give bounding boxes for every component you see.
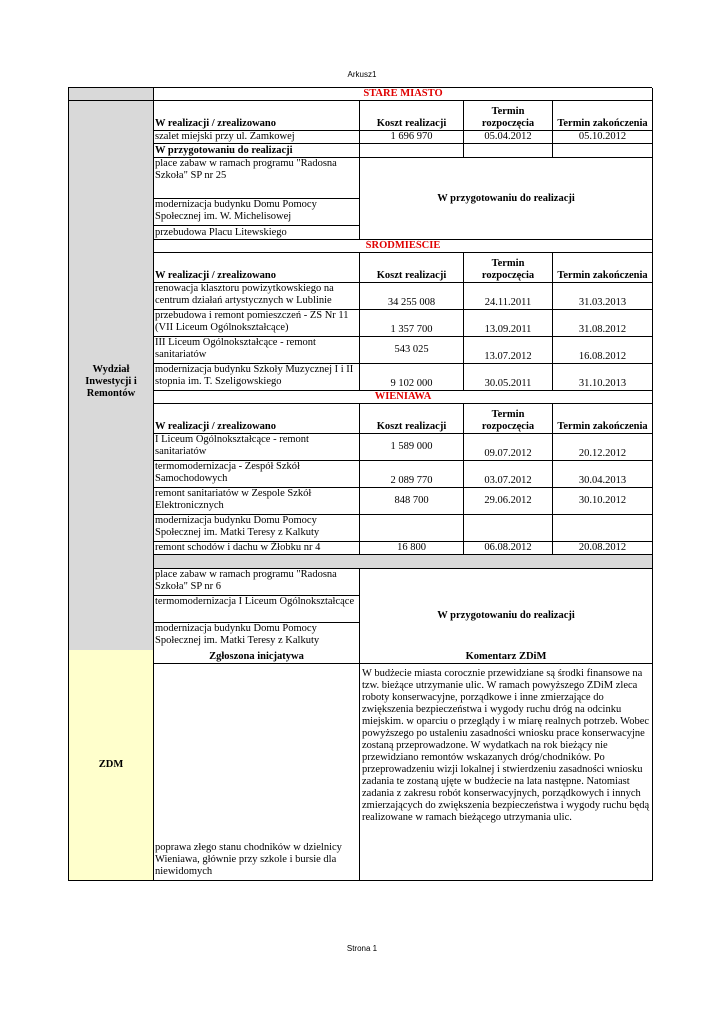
- comment-header: Komentarz ZDiM: [360, 650, 653, 664]
- project-cost: [360, 515, 464, 542]
- col-header-cost: Koszt realizacji: [360, 101, 464, 131]
- project-name: I Liceum Ogólnokształcące - remont sanitariatów: [154, 434, 360, 461]
- project-name: III Liceum Ogólnokształcące - remont sanitariatów: [154, 337, 360, 364]
- project-name: przebudowa i remont pomieszczeń - ZS Nr 11 (VII Liceum Ogólnokształcące): [154, 310, 360, 337]
- project-end: 31.08.2012: [553, 310, 653, 337]
- project-name: modernizacja budynku Szkoły Muzycznej I i II stopnia im. T. Szeligowskiego: [154, 364, 360, 391]
- initiative-header: Zgłoszona inicjatywa: [154, 650, 360, 664]
- project-start: 06.08.2012: [464, 542, 553, 555]
- col-header-start: Termin rozpoczęcia: [464, 253, 553, 283]
- prep-item: modernizacja budynku Domu Pomocy Społecznej im. Matki Teresy z Kalkuty: [154, 623, 360, 664]
- col-header-end: Termin zakończenia: [553, 404, 653, 434]
- project-start: 09.07.2012: [464, 434, 553, 461]
- prep-status: W przygotowaniu do realizacji: [360, 158, 653, 240]
- project-cost: 1 357 700: [360, 310, 464, 337]
- empty-cell: [464, 144, 553, 158]
- comment-text: W budżecie miasta corocznie przewidziane są środki finansowe na tzw. bieżące utrzymanie ulic. W ramach powyższego ZDiM zleca roboty konserwacyjne, porządkowe i inne zmierzające do zwiększenia bezpieczeństwa i wygody ruchu dróg na odcinku miejskim. w oparciu o przeglądy i w miarę realnych potrzeb. Wobec powyższego po ustaleniu zasadności wniosku prace konserwacyjne zostaną przeprowadzone. W wydatkach na rok bieżący nie przewidziano remontów wskazanych dróg/chodników. Po przeprowadzeniu wizji lokalnej i stwierdzeniu zasadności wniosku zadania te zostaną ujęte w budżecie na lata następne. Natomiast zadania z zakresu robót konserwacyjnych, porządkowych i innych zmierzających do zwiększenia bezpieczeństwa i wygody ruchu będą realizowane w ramach bieżącego utrzymania ulic.: [360, 664, 653, 881]
- project-start: 05.04.2012: [464, 131, 553, 144]
- project-name: termomodernizacja - Zespół Szkół Samochodowych: [154, 461, 360, 488]
- prep-item: modernizacja budynku Domu Pomocy Społecznej im. W. Michelisowej: [154, 199, 360, 226]
- project-end: 20.12.2012: [553, 434, 653, 461]
- prep-item: place zabaw w ramach programu "Radosna Szkoła" SP nr 25: [154, 158, 360, 199]
- project-end: 20.08.2012: [553, 542, 653, 555]
- section-stare-miasto: STARE MIASTO: [154, 88, 653, 101]
- project-cost: 2 089 770: [360, 461, 464, 488]
- initiative-text: poprawa złego stanu chodników w dzielnicy Wieniawa, głównie przy szkole i bursie dla niewidomych: [154, 664, 360, 881]
- page-footer: Strona 1: [346, 944, 378, 953]
- empty-cell: [553, 144, 653, 158]
- col-header-start: Termin rozpoczęcia: [464, 404, 553, 434]
- page-header: Arkusz1: [347, 70, 377, 79]
- project-name: szalet miejski przy ul. Zamkowej: [154, 131, 360, 144]
- project-start: 29.06.2012: [464, 488, 553, 515]
- project-start: 13.07.2012: [464, 337, 553, 364]
- section-wieniawa: WIENIAWA: [154, 391, 653, 404]
- project-cost: 848 700: [360, 488, 464, 515]
- project-name: remont sanitariatów w Zespole Szkół Elektronicznych: [154, 488, 360, 515]
- col-header-cost: Koszt realizacji: [360, 253, 464, 283]
- project-end: 31.03.2013: [553, 283, 653, 310]
- project-name: modernizacja budynku Domu Pomocy Społecznej im. Matki Teresy z Kalkuty: [154, 515, 360, 542]
- project-start: 13.09.2011: [464, 310, 553, 337]
- project-cost: 1 696 970: [360, 131, 464, 144]
- project-start: 24.11.2011: [464, 283, 553, 310]
- prep-status: W przygotowaniu do realizacji: [360, 569, 653, 664]
- col-header-name: W realizacji / zrealizowano: [154, 404, 360, 434]
- prep-header: W przygotowaniu do realizacji: [154, 144, 360, 158]
- project-end: 05.10.2012: [553, 131, 653, 144]
- project-start: 30.05.2011: [464, 364, 553, 391]
- department-wiir: Wydział Inwestycji i Remontów: [69, 101, 154, 664]
- project-cost: 1 589 000: [360, 434, 464, 461]
- blank-top-left: [69, 88, 154, 101]
- col-header-cost: Koszt realizacji: [360, 404, 464, 434]
- section-srodmiescie: ŚRÓDMIEŚCIE: [154, 240, 653, 253]
- project-cost: 34 255 008: [360, 283, 464, 310]
- col-header-name: W realizacji / zrealizowano: [154, 253, 360, 283]
- prep-item: place zabaw w ramach programu "Radosna Szkoła" SP nr 6: [154, 569, 360, 596]
- project-start: [464, 515, 553, 542]
- project-end: [553, 515, 653, 542]
- spacer-row: [154, 555, 653, 569]
- project-end: 30.04.2013: [553, 461, 653, 488]
- investment-table: [68, 87, 652, 881]
- project-start: 03.07.2012: [464, 461, 553, 488]
- col-header-name: W realizacji / zrealizowano: [154, 101, 360, 131]
- department-zdm: ZDM: [69, 650, 154, 881]
- project-cost: 16 800: [360, 542, 464, 555]
- prep-item: termomodernizacja I Liceum Ogólnokształcące: [154, 596, 360, 623]
- empty-cell: [360, 144, 464, 158]
- prep-item: przebudowa Placu Litewskiego: [154, 226, 360, 240]
- project-name: renowacja klasztoru powizytkowskiego na centrum działań artystycznych w Lublinie: [154, 283, 360, 310]
- project-end: 30.10.2012: [553, 488, 653, 515]
- col-header-start: Termin rozpoczęcia: [464, 101, 553, 131]
- project-cost: 9 102 000: [360, 364, 464, 391]
- project-end: 31.10.2013: [553, 364, 653, 391]
- project-cost: 543 025: [360, 337, 464, 364]
- project-end: 16.08.2012: [553, 337, 653, 364]
- col-header-end: Termin zakończenia: [553, 101, 653, 131]
- col-header-end: Termin zakończenia: [553, 253, 653, 283]
- project-name: remont schodów i dachu w Żłobku nr 4: [154, 542, 360, 555]
